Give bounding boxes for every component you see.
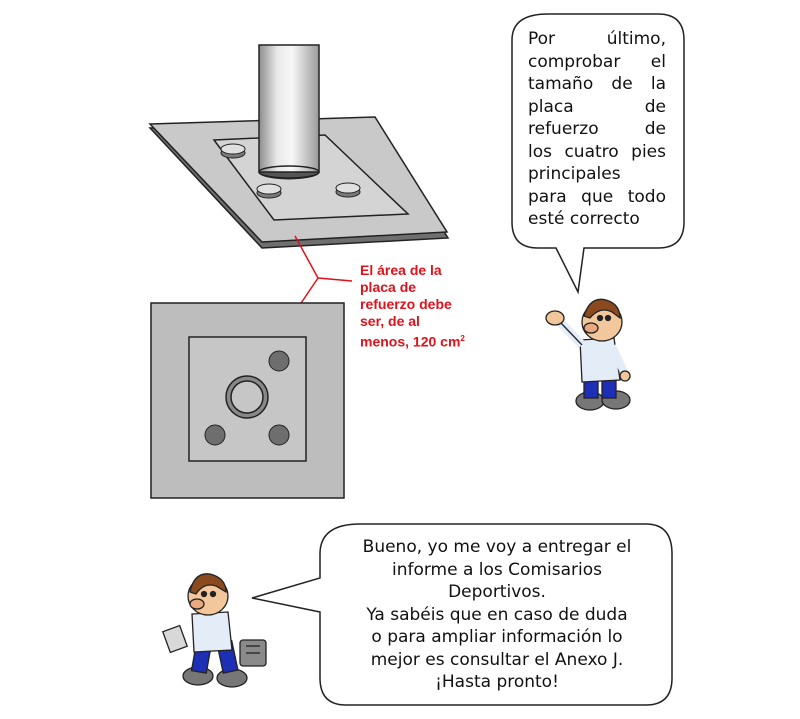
speech-line: o para ampliar información lo [371,627,623,647]
plate-area-callout [360,262,485,351]
vertical-pipe [259,45,319,179]
callout-line: menos, 120 cm [360,333,461,350]
pipe-section-inner [231,381,263,413]
speech-line: los cuatro pies [528,141,666,162]
speech-line: informe a los Comisarios [391,559,602,580]
callout-line: refuerzo debe [360,296,452,312]
speech-line: para que todo [528,186,666,207]
speech-text-top [528,28,666,231]
callout-line: placa de [360,279,417,295]
speech-line: Por último, [528,29,666,49]
callout-line-last [360,330,485,351]
bolt-back-left [221,144,245,158]
callout-line: El área de la [360,262,442,278]
speech-line: principales [528,164,621,184]
speech-line: Ya sabéis que en caso de duda [366,604,628,625]
speech-line: ¡Hasta pronto! [435,672,559,692]
bolt-hole-bottom-right [269,425,289,445]
bolt-hole-bottom-left [205,425,225,445]
speech-line: tamaño de la [528,74,666,94]
bolt-front-right [336,183,360,197]
speech-line: mejor es consultar el Anexo J. [370,649,624,670]
base-plate-top-view [151,303,344,498]
speech-line: esté correcto [528,209,640,229]
bolt-hole-top-right [269,351,289,371]
character-walking [163,574,266,687]
speech-line: comprobar el [528,51,666,72]
bolt-front-left [257,184,281,198]
speech-line: placa de [528,96,666,117]
speech-text-bottom [338,536,656,694]
base-plate-3d [150,45,448,248]
callout-superscript: 2 [460,334,465,343]
speech-line: Bueno, yo me voy a entregar el [362,537,632,557]
speech-line: Deportivos. [448,582,546,602]
speech-line: refuerzo de [528,119,666,139]
callout-line: ser, de al [360,313,420,329]
character-waving [546,299,630,410]
